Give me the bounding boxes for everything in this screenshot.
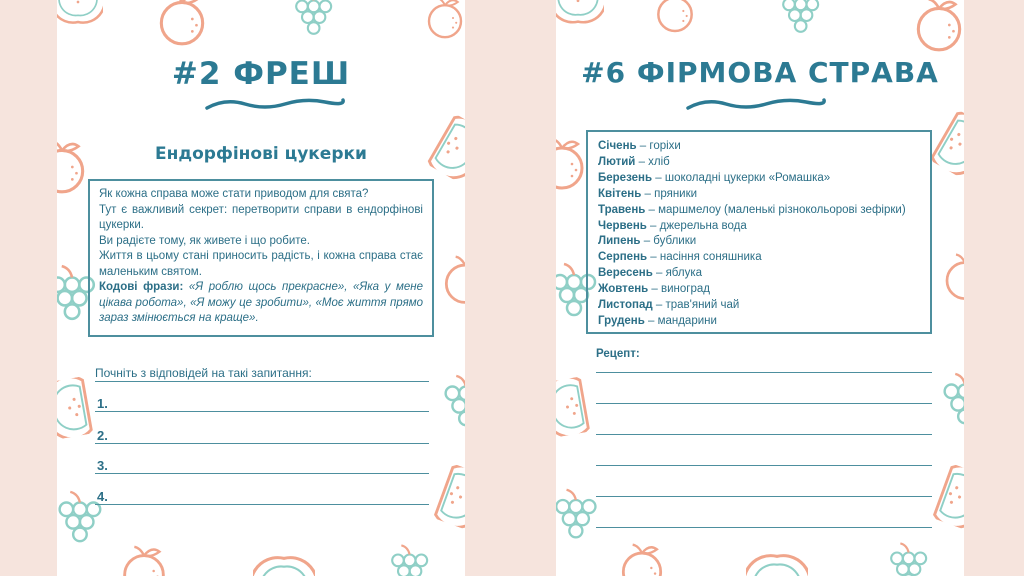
orange-fruit-icon: [938, 250, 964, 304]
questions-prompt: Почніть з відповідей на такі запитання:: [95, 366, 429, 382]
orange-fruit-icon: [614, 540, 670, 576]
grapes-icon: [287, 0, 337, 38]
intro-line: Ви радієте тому, як живете і що робите.: [99, 234, 310, 247]
month-row: [598, 298, 920, 314]
code-phrases-label: Кодові фрази:: [99, 281, 184, 293]
page-title: #6 ФІРМОВА СТРАВА: [581, 56, 939, 89]
code-phrases: [99, 280, 423, 327]
month-row: [598, 250, 920, 266]
left-worksheet-page: [57, 0, 465, 576]
question-number: 2.: [97, 428, 108, 443]
intro-line: Життя в цьому стані приносить радість, і кожна справа стає маленьким святом.: [99, 250, 423, 278]
month-row: [598, 219, 920, 235]
grapes-icon: [556, 486, 602, 542]
recipe-line[interactable]: [596, 434, 932, 435]
answer-line-4[interactable]: [95, 486, 429, 505]
intro-line: Як кожна справа може стати приводом для свята?: [99, 188, 369, 200]
month-name: Листопад: [598, 299, 653, 312]
recipe-line[interactable]: [596, 372, 932, 373]
grapes-icon: [882, 540, 932, 576]
month-name: Вересень: [598, 267, 653, 280]
month-row: [598, 234, 920, 250]
month-row: [598, 266, 920, 282]
watermelon-slice-icon: [928, 462, 964, 536]
month-item: – маршмелоу (маленькі різнокольорові зефірки): [645, 203, 906, 216]
month-row: [598, 203, 920, 219]
month-name: Лютий: [598, 155, 636, 168]
watermelon-slice-icon: [556, 376, 594, 441]
orange-fruit-icon: [151, 0, 213, 50]
month-row: [598, 187, 920, 203]
question-number: 4.: [97, 489, 108, 504]
month-item: – виноград: [648, 283, 710, 296]
grapes-icon: [435, 372, 465, 430]
month-item: – мандарини: [644, 314, 717, 327]
month-item: – шоколадні цукерки «Ромашка»: [652, 171, 831, 184]
recipe-label: Рецепт:: [596, 348, 640, 360]
month-name: Березень: [598, 171, 653, 184]
grapes-icon: [934, 370, 964, 428]
orange-fruit-icon: [650, 0, 700, 36]
question-number: 3.: [97, 458, 108, 473]
watermelon-slice-icon: [57, 0, 103, 32]
month-row: [598, 314, 920, 330]
month-name: Грудень: [598, 314, 645, 327]
month-item: – горіхи: [636, 140, 681, 152]
orange-fruit-icon: [421, 0, 465, 42]
orange-fruit-icon: [437, 252, 465, 308]
answer-line-3[interactable]: [95, 455, 429, 474]
month-row: [598, 139, 920, 155]
recipe-line[interactable]: [596, 465, 932, 466]
month-item: – трав'яний чай: [652, 299, 740, 312]
month-name: Жовтень: [598, 283, 649, 296]
month-item: – яблука: [652, 267, 703, 280]
watermelon-slice-icon: [746, 544, 808, 576]
month-name: Січень: [598, 140, 637, 152]
page-title: #2 ФРЕШ: [171, 56, 351, 92]
answer-line-2[interactable]: [95, 425, 429, 444]
intro-text-box: [88, 179, 434, 337]
month-item: – бублики: [640, 235, 697, 248]
watermelon-slice-icon: [253, 546, 315, 576]
month-row: [598, 171, 920, 187]
wave-underline-icon: [205, 96, 345, 112]
month-name: Квітень: [598, 187, 642, 200]
code-phrases-text: «Я роблю щось прекрасне», «Яка у мене цікава робота», «Я можу це зробити», «Моє життя прямо зараз змінюється на краще».: [99, 281, 423, 324]
month-name: Травень: [598, 203, 646, 216]
watermelon-slice-icon: [57, 375, 98, 442]
month-item: – насіння соняшника: [647, 251, 762, 264]
answer-line-1[interactable]: [95, 393, 429, 412]
intro-line: Тут є важливий секрет: перетворити справи в ендорфінові цукерки.: [99, 203, 423, 231]
orange-fruit-icon: [908, 0, 964, 56]
right-worksheet-page: [556, 0, 964, 576]
watermelon-slice-icon: [556, 0, 604, 32]
month-name: Червень: [598, 219, 647, 232]
month-item: – джерельна вода: [646, 219, 747, 232]
recipe-line[interactable]: [596, 527, 932, 528]
months-list-box: [586, 130, 932, 334]
grapes-icon: [383, 542, 433, 576]
month-name: Липень: [598, 235, 641, 248]
section-subtitle: Ендорфінові цукерки: [155, 144, 367, 164]
recipe-line[interactable]: [596, 496, 932, 497]
wave-underline-icon: [686, 96, 826, 112]
watermelon-slice-icon: [429, 462, 465, 536]
month-row: [598, 282, 920, 298]
question-number: 1.: [97, 396, 108, 411]
month-item: – хліб: [635, 155, 670, 168]
month-row: [598, 155, 920, 171]
month-item: – пряники: [641, 187, 698, 200]
recipe-line[interactable]: [596, 403, 932, 404]
month-name: Серпень: [598, 251, 648, 264]
orange-fruit-icon: [115, 542, 173, 576]
grapes-icon: [774, 0, 824, 36]
